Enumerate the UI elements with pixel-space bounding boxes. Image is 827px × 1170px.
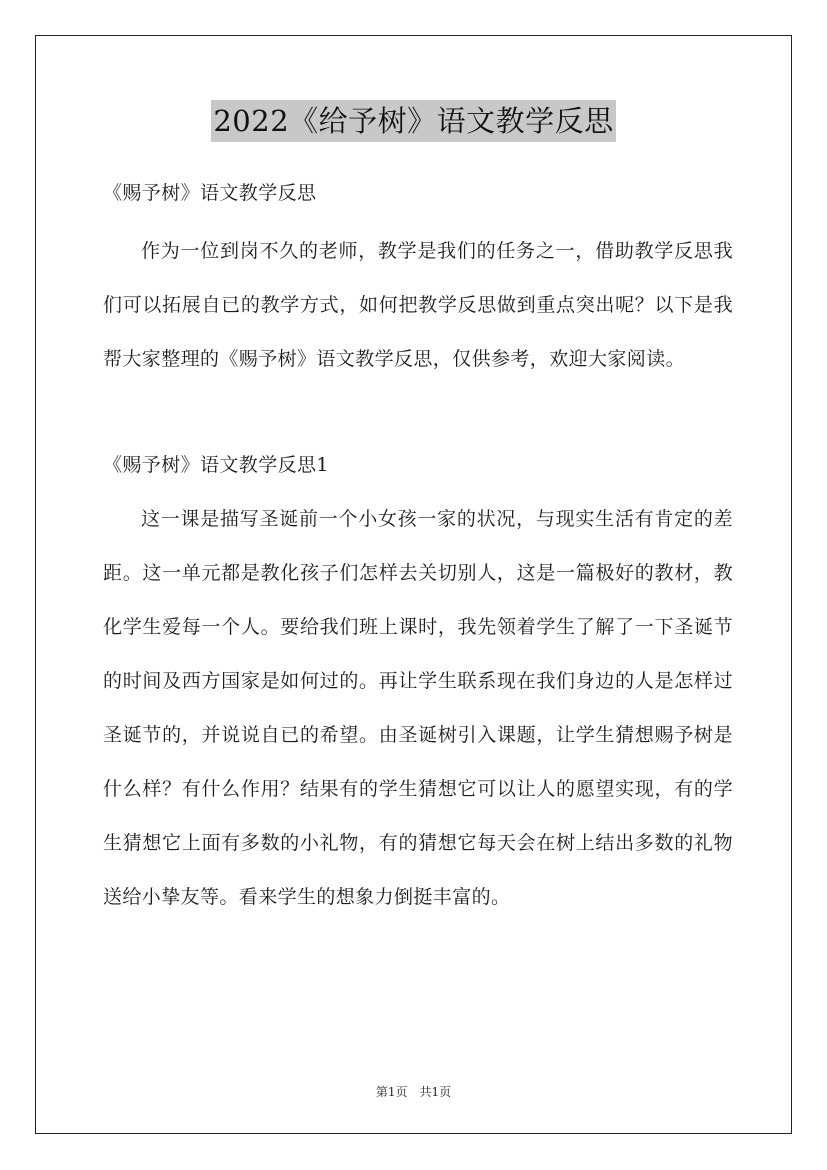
section-heading: 《赐予树》语文教学反思: [103, 182, 317, 204]
document-title: 2022《给予树》语文教学反思: [211, 100, 615, 142]
page-footer: 第1页 共1页: [375, 1085, 452, 1099]
document-body: [103, 170, 733, 924]
title-wrap: [0, 100, 827, 142]
section1-heading: 《赐予树》语文教学反思1: [103, 454, 329, 476]
intro-paragraph: 作为一位到岗不久的老师，教学是我们的任务之一，借助教学反思我们可以拓展自已的教学方式，如何把教学反思做到重点突出呢？以下是我帮大家整理的《赐予树》语文教学反思，仅供参考，欢迎大家阅读。: [103, 240, 733, 370]
section1-paragraph: 这一课是描写圣诞前一个小女孩一家的状况，与现实生活有肯定的差距。这一单元都是教化孩子们怎样去关切别人，这是一篇极好的教材，教化学生爱每一个人。要给我们班上课时，我先领着学生了解了一下圣诞节的时间及西方国家是如何过的。再让学生联系现在我们身边的人是怎样过圣诞节的，并说说自已的希望。由圣诞树引入课题，让学生猜想赐予树是什么样？有什么作用？结果有的学生猜想它可以让人的愿望实现，有的学生猜想它上面有多数的小礼物，有的猜想它每天会在树上结出多数的礼物送给小挚友等。看来学生的想象力倒挺丰富的。: [103, 508, 733, 908]
